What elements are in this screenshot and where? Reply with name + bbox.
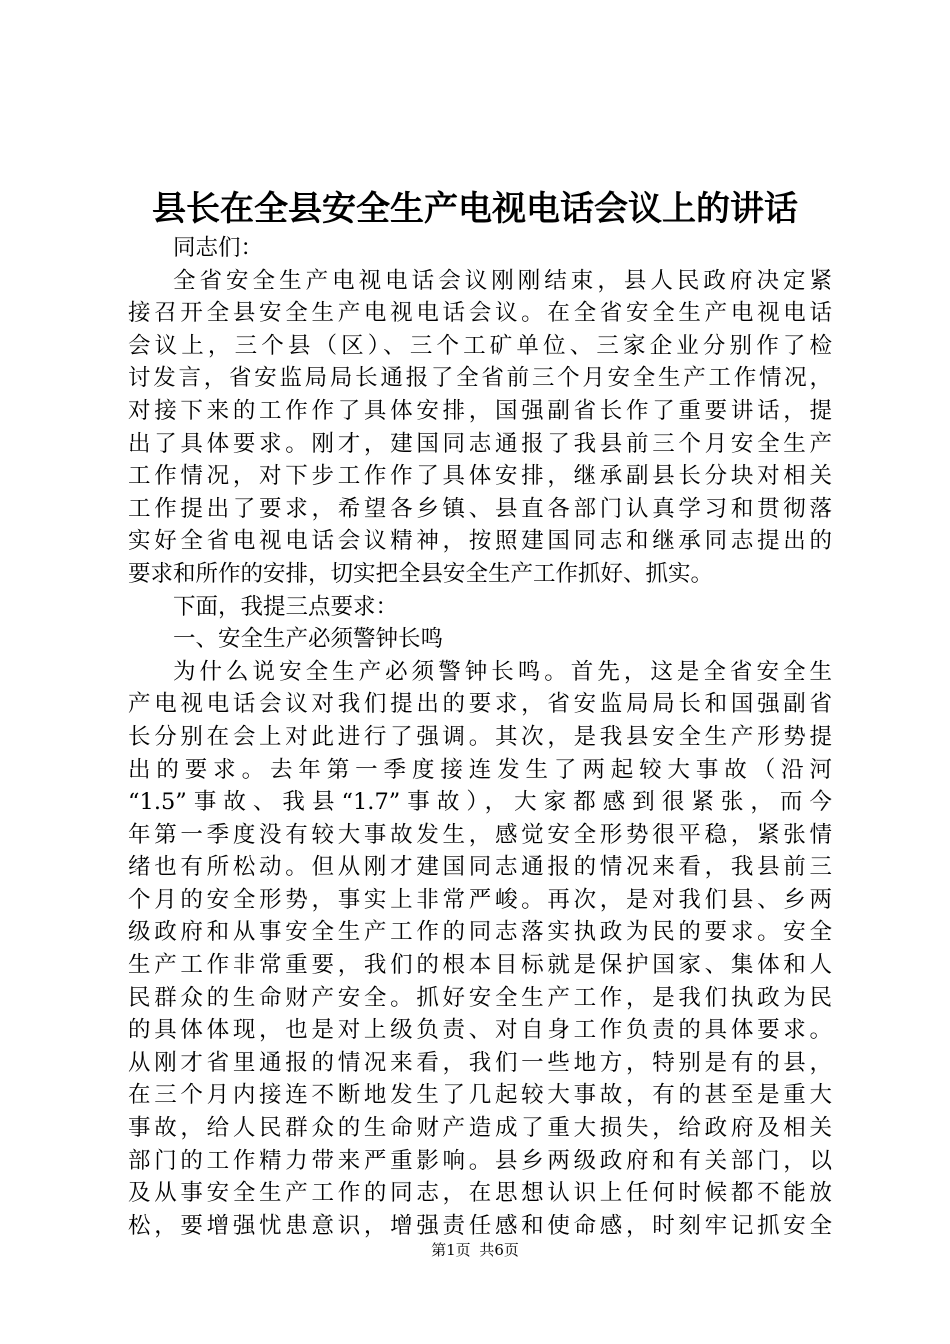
text-line: 要求和所作的安排，切实把全县安全生产工作抓好、抓实。 — [128, 560, 714, 587]
text-line: 生产工作非常重要，我们的根本目标就是保护国家、集体和人 — [128, 952, 832, 979]
document-body — [128, 232, 832, 1242]
text-line: 民群众的生命财产安全。抓好安全生产工作，是我们执政为民 — [128, 984, 832, 1011]
text-line: 从刚才省里通报的情况来看，我们一些地方，特别是有的县， — [128, 1049, 832, 1076]
text-line: 工作提出了要求，希望各乡镇、县直各部门认真学习和贯彻落 — [128, 495, 832, 522]
text-line: 为什么说安全生产必须警钟长鸣。首先，这是全省安全生 — [173, 658, 832, 685]
text-line: 及从事安全生产工作的同志，在思想认识上任何时候都不能放 — [128, 1180, 832, 1207]
text-line: 绪也有所松动。但从刚才建国同志通报的情况来看，我县前三 — [128, 854, 832, 881]
page-title: 县长在全县安全生产电视电话会议上的讲话 — [152, 189, 798, 229]
text-line: 在三个月内接连不断地发生了几起较大事故，有的甚至是重大 — [128, 1082, 832, 1109]
text-line: 实好全省电视电话会议精神，按照建国同志和继承同志提出的 — [128, 528, 832, 555]
text-line: 同志们： — [173, 235, 264, 261]
page-total: 共6页 — [479, 1241, 519, 1259]
text-line: 出了具体要求。刚才，建国同志通报了我县前三个月安全生产 — [128, 430, 832, 457]
text-line: 长分别在会上对此进行了强调。其次，是我县安全生产形势提 — [128, 723, 832, 750]
text-line: 对接下来的工作作了具体安排，国强副省长作了重要讲话，提 — [128, 397, 832, 424]
text-line: 的具体体现，也是对上级负责、对自身工作负责的具体要求。 — [128, 1017, 832, 1044]
text-line: 个月的安全形势，事实上非常严峻。再次，是对我们县、乡两 — [128, 886, 832, 913]
text-line: 全省安全生产电视电话会议刚刚结束，县人民政府决定紧 — [173, 267, 832, 294]
page-footer — [0, 1238, 950, 1262]
text-line: 级政府和从事安全生产工作的同志落实执政为民的要求。安全 — [128, 919, 832, 946]
text-line: 会议上，三个县（区）、三个工矿单位、三家企业分别作了检 — [128, 332, 832, 359]
text-line: 事故，给人民群众的生命财产造成了重大损失，给政府及相关 — [128, 1115, 832, 1142]
text-line: 出的要求。去年第一季度接连发生了两起较大事故（沿河 — [128, 756, 832, 783]
text-line: 工作情况，对下步工作作了具体安排，继承副县长分块对相关 — [128, 463, 832, 490]
text-line: 产电视电话会议对我们提出的要求，省安监局局长和国强副省 — [128, 691, 832, 718]
text-line: “1.5”事故、我县“1.7”事故），大家都感到很紧张，而今 — [128, 789, 832, 816]
text-line: 下面，我提三点要求： — [173, 593, 399, 620]
text-line: 年第一季度没有较大事故发生，感觉安全形势很平稳，紧张情 — [128, 821, 832, 848]
text-line: 接召开全县安全生产电视电话会议。在全省安全生产电视电话 — [128, 300, 832, 327]
page-number: 第1页 — [431, 1241, 471, 1259]
text-line: 部门的工作精力带来严重影响。县乡两级政府和有关部门，以 — [128, 1147, 832, 1174]
text-line: 松，要增强忧患意识，增强责任感和使命感，时刻牢记抓安全 — [128, 1212, 832, 1239]
text-line: 一、安全生产必须警钟长鸣 — [173, 626, 444, 653]
text-line: 讨发言，省安监局局长通报了全省前三个月安全生产工作情况， — [128, 365, 832, 392]
